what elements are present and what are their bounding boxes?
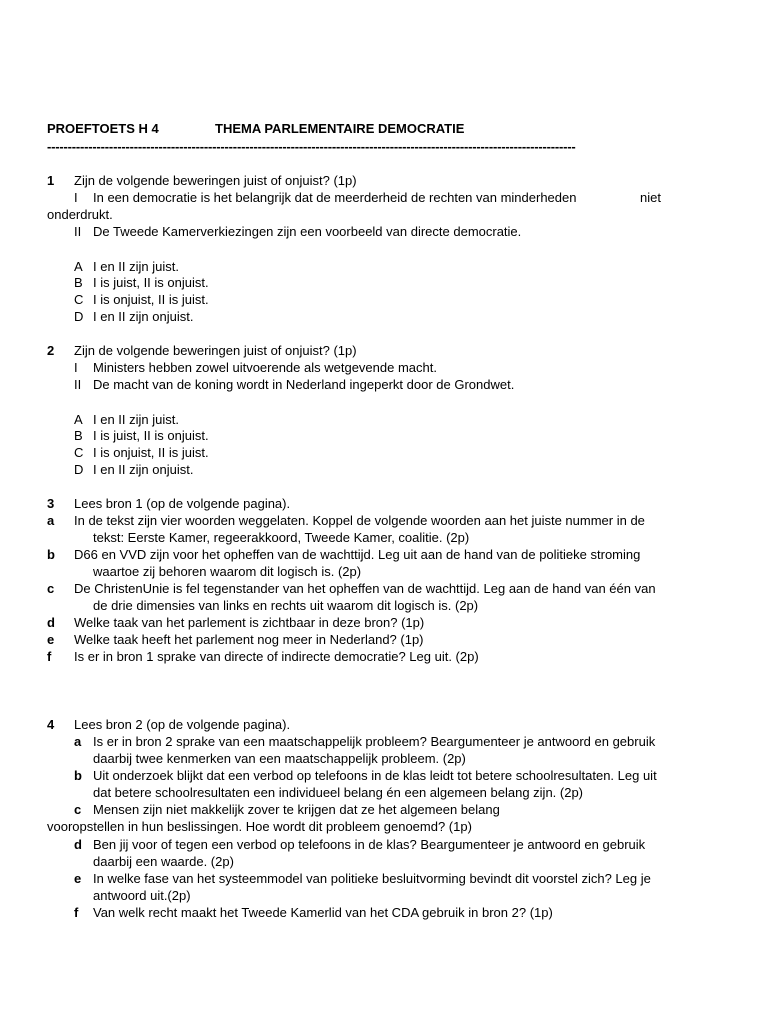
q3-number: 3 [47, 496, 55, 511]
q2-option-a-label: A [74, 412, 83, 427]
q4d-text-line1: Ben jij voor of tegen een verbod op telefoons in de klas? Beargumenteer je antwoord en gebruik [93, 837, 646, 852]
q1-option-b-text: I is juist, II is onjuist. [93, 275, 209, 290]
q4f-label: f [74, 905, 79, 920]
q4-number: 4 [47, 717, 55, 732]
q3a-label: a [47, 513, 55, 528]
q4c-text-line1: Mensen zijn niet makkelijk zover te krijgen dat ze het algemeen belang [93, 802, 500, 817]
q1-statement-2-text: De Tweede Kamerverkiezingen zijn een voorbeeld van directe democratie. [93, 224, 522, 239]
q3c-text-line1: De ChristenUnie is fel tegenstander van het opheffen van de wachttijd. Leg aan de hand van één van [74, 581, 656, 596]
q4d-text-line2: daarbij een waarde. (2p) [93, 854, 234, 869]
separator-line: -------------------------------------------------------------------------------------------------------------------------------- [47, 139, 576, 154]
q3d-label: d [47, 615, 55, 630]
q3f-label: f [47, 649, 52, 664]
q4-intro: Lees bron 2 (op de volgende pagina). [74, 717, 291, 732]
q3a-text-line1: In de tekst zijn vier woorden weggelaten. Koppel de volgende woorden aan het juiste nummer in de [74, 513, 645, 528]
q3e-text: Welke taak heeft het parlement nog meer in Nederland? (1p) [74, 632, 424, 647]
q3c-text-line2: de drie dimensies van links en rechts uit waarom dit logisch is. (2p) [93, 598, 479, 613]
doc-theme: THEMA PARLEMENTAIRE DEMOCRATIE [215, 121, 465, 136]
q1-statement-1-niet: niet [640, 190, 661, 205]
q2-option-d-label: D [74, 462, 84, 477]
doc-title: PROEFTOETS H 4 [47, 121, 159, 136]
q3a-text-line2: tekst: Eerste Kamer, regeerakkoord, Tweede Kamer, coalitie. (2p) [93, 530, 470, 545]
q3d-text: Welke taak van het parlement is zichtbaar in deze bron? (1p) [74, 615, 425, 630]
q4b-label: b [74, 768, 82, 783]
q1-option-c-label: C [74, 292, 84, 307]
q1-option-a-text: I en II zijn juist. [93, 259, 179, 274]
q1-statement-2-label: II [74, 224, 82, 239]
q2-number: 2 [47, 343, 55, 358]
q1-option-b-label: B [74, 275, 83, 290]
q4e-text-line1: In welke fase van het systeemmodel van politieke besluitvorming bevindt dit voorstel zich? Leg je [93, 871, 651, 886]
q2-statement-1-text: Ministers hebben zowel uitvoerende als wetgevende macht. [93, 360, 437, 375]
q4c-label: c [74, 802, 82, 817]
q1-option-c-text: I is onjuist, II is juist. [93, 292, 209, 307]
q2-option-b-label: B [74, 428, 83, 443]
q4d-label: d [74, 837, 82, 852]
q4a-label: a [74, 734, 82, 749]
q2-statement-2-label: II [74, 377, 82, 392]
q2-option-c-text: I is onjuist, II is juist. [93, 445, 209, 460]
q2-option-c-label: C [74, 445, 84, 460]
q3f-text: Is er in bron 1 sprake van directe of indirecte democratie? Leg uit. (2p) [74, 649, 479, 664]
q4a-text-line2: daarbij twee kenmerken van een maatschappelijk probleem. (2p) [93, 751, 466, 766]
q4a-text-line1: Is er in bron 2 sprake van een maatschappelijk probleem? Beargumenteer je antwoord en gebruik [93, 734, 656, 749]
q4b-text-line1: Uit onderzoek blijkt dat een verbod op telefoons in de klas leidt tot betere schoolresultaten. Leg uit [93, 768, 657, 783]
q2-option-d-text: I en II zijn onjuist. [93, 462, 194, 477]
q3b-text-line1: D66 en VVD zijn voor het opheffen van de wachttijd. Leg uit aan de hand van de politieke stroming [74, 547, 641, 562]
q1-question: Zijn de volgende beweringen juist of onjuist? (1p) [74, 173, 357, 188]
q1-statement-1-cont: onderdrukt. [47, 207, 113, 222]
q4b-text-line2: dat betere schoolresultaten een individueel belang én een algemeen belang zijn. (2p) [93, 785, 584, 800]
q1-statement-1-label: I [74, 190, 78, 205]
q4c-text-line2: vooropstellen in hun beslissingen. Hoe wordt dit probleem genoemd? (1p) [47, 819, 472, 834]
q4f-text: Van welk recht maakt het Tweede Kamerlid van het CDA gebruik in bron 2? (1p) [93, 905, 553, 920]
q1-number: 1 [47, 173, 55, 188]
q3b-label: b [47, 547, 55, 562]
q1-option-d-text: I en II zijn onjuist. [93, 309, 194, 324]
q3-intro: Lees bron 1 (op de volgende pagina). [74, 496, 291, 511]
q2-question: Zijn de volgende beweringen juist of onjuist? (1p) [74, 343, 357, 358]
q4e-label: e [74, 871, 82, 886]
q3e-label: e [47, 632, 55, 647]
q1-statement-1-text: In een democratie is het belangrijk dat de meerderheid de rechten van minderheden [93, 190, 577, 205]
q2-statement-2-text: De macht van de koning wordt in Nederland ingeperkt door de Grondwet. [93, 377, 515, 392]
q3b-text-line2: waartoe zij behoren waarom dit logisch is. (2p) [93, 564, 362, 579]
q4e-text-line2: antwoord uit.(2p) [93, 888, 191, 903]
q1-option-a-label: A [74, 259, 83, 274]
q2-option-b-text: I is juist, II is onjuist. [93, 428, 209, 443]
q3c-label: c [47, 581, 55, 596]
q2-statement-1-label: I [74, 360, 78, 375]
q2-option-a-text: I en II zijn juist. [93, 412, 179, 427]
q1-option-d-label: D [74, 309, 84, 324]
